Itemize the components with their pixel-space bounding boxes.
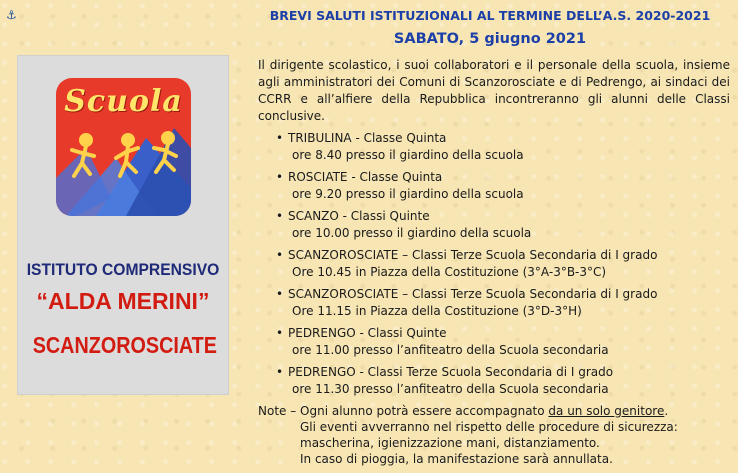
list-item <box>276 247 726 281</box>
event-title: • TRIBULINA - Classe Quinta <box>276 130 726 147</box>
school-name: “ALDA MERINI” <box>36 288 210 314</box>
list-item <box>276 130 726 164</box>
event-title: • ROSCIATE - Classe Quinta <box>276 169 726 186</box>
event-title: • PEDRENGO - Classi Quinte <box>276 325 726 342</box>
page-title: BREVI SALUTI ISTITUZIONALI AL TERMINE DELL’A.S. 2020-2021 <box>269 8 711 23</box>
event-title: • SCANZOROSCIATE – Classi Terze Scuola Secondaria di I grado <box>276 286 726 303</box>
list-item <box>276 208 726 242</box>
note-block <box>258 403 728 467</box>
event-title: • PEDRENGO - Classi Terze Scuola Secondaria di I grado <box>276 364 726 381</box>
event-title: • SCANZOROSCIATE – Classi Terze Scuola Secondaria di I grado <box>276 247 726 264</box>
school-type: ISTITUTO COMPRENSIVO <box>26 260 220 279</box>
school-logo <box>56 78 191 216</box>
note-underlined: da un solo genitore <box>548 404 665 418</box>
event-detail: Ore 11.15 in Piazza della Costituzione (3°D-3°H) <box>292 304 582 318</box>
logo-word: Scuola <box>64 84 183 119</box>
school-town: SCANZOROSCIATE <box>32 332 217 358</box>
event-detail: ore 9.20 presso il giardino della scuola <box>292 187 524 201</box>
note-line <box>258 403 728 419</box>
note-line: In caso di pioggia, la manifestazione sarà annullata. <box>300 452 613 466</box>
intro-paragraph: Il dirigente scolastico, i suoi collaboratori e il personale della scuola, insieme agli amministratori dei Comuni di Scanzorosciate e di Pedrengo, ai sindaci dei CCRR e all’alfiere della Repubblica incontreranno gli alunni delle Classi conclusive. <box>258 58 730 123</box>
list-item <box>276 325 726 359</box>
note-suffix: . <box>664 404 669 418</box>
list-item <box>276 286 726 320</box>
event-detail: ore 8.40 presso il giardino della scuola <box>292 148 524 162</box>
event-detail: ore 11.00 presso l’anfiteatro della Scuola secondaria <box>292 343 609 357</box>
event-detail: Ore 10.45 in Piazza della Costituzione (3°A-3°B-3°C) <box>292 265 607 279</box>
event-date: SABATO, 5 giugno 2021 <box>393 31 587 47</box>
note-line: mascherina, igienizzazione mani, distanziamento. <box>300 436 600 450</box>
list-item <box>276 364 726 398</box>
note-line: Gli eventi avverranno nel rispetto delle procedure di sicurezza: <box>300 420 678 434</box>
event-title: • SCANZO - Classi Quinte <box>276 208 726 225</box>
school-card <box>17 55 229 395</box>
note-prefix: Note – Ogni alunno potrà essere accompagnato <box>258 404 549 418</box>
list-item <box>276 169 726 203</box>
event-detail: ore 10.00 presso il giardino della scuola <box>292 226 532 240</box>
anchor-icon: ⚓ <box>6 8 17 22</box>
event-detail: ore 11.30 presso l’anfiteatro della Scuola secondaria <box>292 382 609 396</box>
